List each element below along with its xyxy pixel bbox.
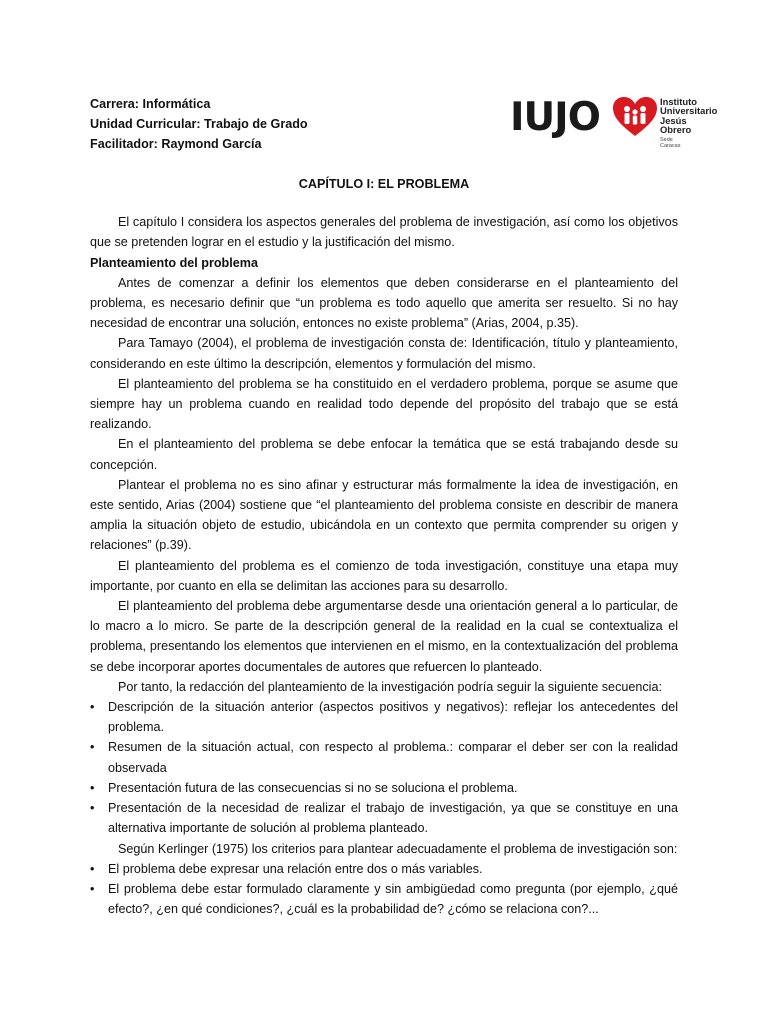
career-line: Carrera: Informática [90, 97, 211, 111]
paragraph: El planteamiento del problema es el comienzo de toda investigación, constituye una etapa muy importante, por cuanto en ella se delimitan las acciones para su desarrollo. [90, 558, 678, 593]
document-body [90, 174, 678, 919]
logo-institution-name: Instituto Universitario Jesús Obrero [660, 96, 718, 136]
paragraph: Antes de comenzar a definir los elementos que deben considerarse en el planteamiento del problema, es necesario definir que “un problema es todo aquello que amerita ser resuelto. Si no hay necesidad de encontrar una solución, entonces no existe problema” (Arias, 2004, p.35). [90, 275, 678, 331]
paragraph: El planteamiento del problema se ha constituido en el verdadero problema, porque se asume que siempre hay un problema cuando en realidad todo depende del propósito del trabajo que se está realizando. [90, 376, 678, 432]
list-item: • Presentación futura de las consecuencias si no se soluciona el problema. [90, 778, 678, 798]
sequence-list [90, 697, 678, 838]
paragraph: Por tanto, la redacción del planteamiento de la investigación podría seguir la siguiente secuencia: [118, 679, 662, 694]
course-info [90, 94, 308, 154]
criteria-list [90, 859, 678, 920]
list-item: • El problema debe estar formulado claramente y sin ambigüedad como pregunta (por ejemplo, ¿qué efecto?, ¿en qué condiciones?, ¿cuál es la probabilidad de? ¿cómo se relaciona con?... [90, 879, 678, 919]
list-item: • Presentación de la necesidad de realizar el trabajo de investigación, ya que se constituye en una alternativa importante de solución al problema planteado. [90, 798, 678, 838]
kerlinger-paragraph: Según Kerlinger (1975) los criterios para plantear adecuadamente el problema de investigación son: [118, 841, 678, 856]
document-header [90, 94, 718, 164]
facilitator-line: Facilitador: Raymond García [90, 137, 262, 151]
iujo-logo [510, 94, 718, 154]
heart-logo-icon [612, 96, 658, 138]
paragraph: Plantear el problema no es sino afinar y estructurar más formalmente la idea de investigación, en este sentido, Arias (2004) sostiene que “el planteamiento del problema consiste en describir de manera amplia la situación objeto de estudio, ubicándola en un contexto que permita comprender su origen y relaciones” (p.39). [90, 477, 678, 553]
section-subtitle: Planteamiento del problema [90, 255, 258, 270]
list-item: • El problema debe expresar una relación entre dos o más variables. [90, 859, 678, 879]
intro-paragraph: El capítulo I considera los aspectos generales del problema de investigación, así como los objetivos que se pretenden lograr en el estudio y la justificación del mismo. [90, 215, 678, 250]
list-item: • Descripción de la situación anterior (aspectos positivos y negativos): reflejar los antecedentes del problema. [90, 697, 678, 737]
logo-acronym: IUJO [510, 95, 600, 140]
paragraph: Para Tamayo (2004), el problema de investigación consta de: Identificación, título y planteamiento, considerando en este último la descripción, elementos y formulación del mismo. [90, 336, 678, 371]
paragraph: En el planteamiento del problema se debe enfocar la temática que se está trabajando desde su concepción. [90, 437, 678, 472]
list-item: • Resumen de la situación actual, con respecto al problema.: comparar el deber ser con la realidad observada [90, 737, 678, 777]
curricular-unit-line: Unidad Curricular: Trabajo de Grado [90, 117, 308, 131]
chapter-title: CAPÍTULO I: EL PROBLEMA [298, 177, 470, 191]
logo-sede: Sede Caracas [660, 137, 681, 149]
paragraph: El planteamiento del problema debe argumentarse desde una orientación general a lo particular, de lo macro a lo micro. Se parte de la descripción general de la realidad en la cual se contextualiza el problema, presentando los elementos que intervienen en el mismo, en la contextualización del problema se debe incorporar aportes documentales de autores que refuercen lo planteado. [90, 599, 678, 674]
